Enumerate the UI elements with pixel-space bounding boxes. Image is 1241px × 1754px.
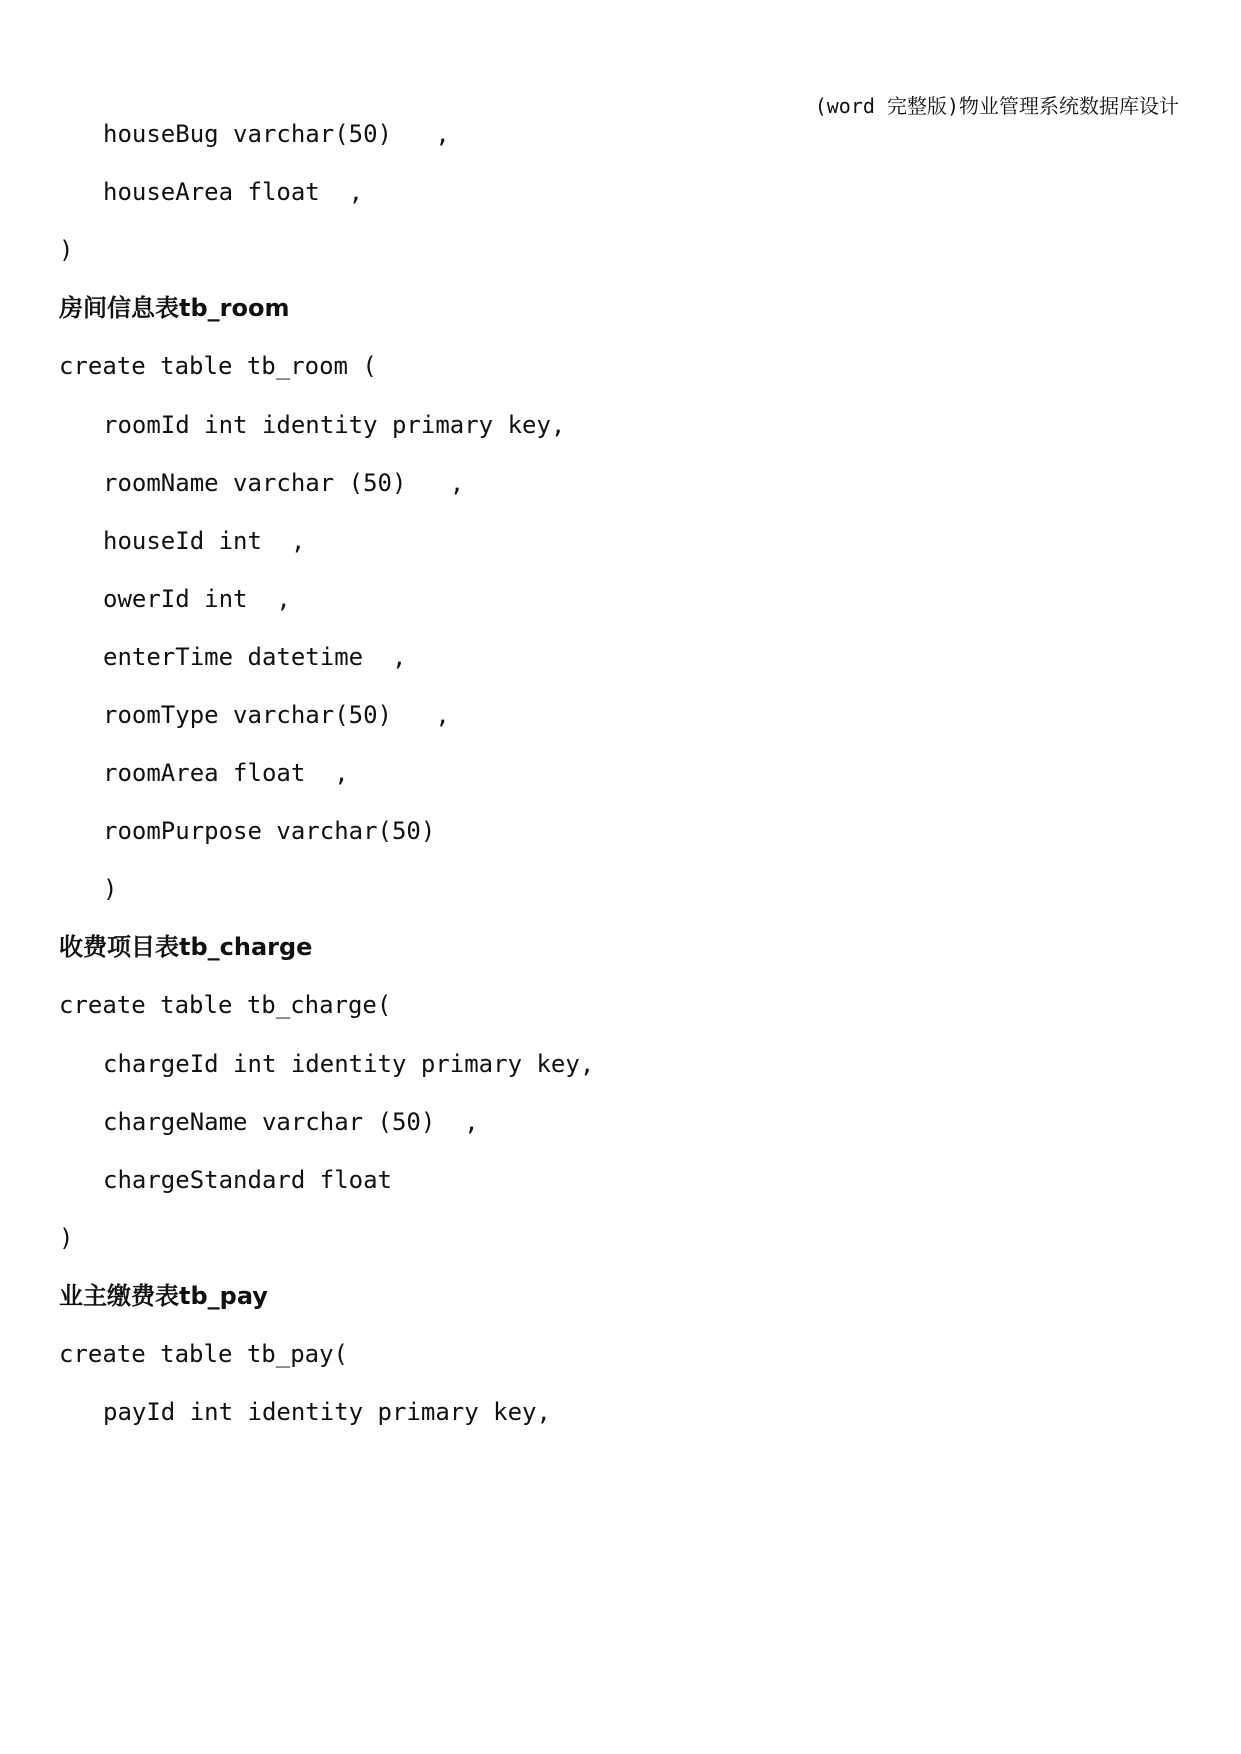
section-heading-room: 房间信息表tb_room (59, 294, 290, 322)
code-line: payId int identity primary key, (103, 1398, 551, 1426)
code-line: houseBug varchar(50) , (103, 120, 450, 148)
code-line: houseId int , (103, 527, 306, 555)
page-header-title: (word 完整版)物业管理系统数据库设计 (814, 94, 1179, 118)
code-line: chargeId int identity primary key, (103, 1050, 595, 1078)
code-line: chargeStandard float (103, 1166, 392, 1194)
code-line: roomArea float , (103, 759, 349, 787)
section-heading-charge: 收费项目表tb_charge (59, 933, 313, 961)
code-line: chargeName varchar (50) , (103, 1108, 479, 1136)
code-line: houseArea float , (103, 178, 364, 206)
code-line: ) (59, 236, 74, 264)
code-line: roomType varchar(50) , (103, 701, 450, 729)
code-line: owerId int , (103, 585, 291, 613)
code-line: roomPurpose varchar(50) (103, 817, 436, 845)
code-line: create table tb_pay( (59, 1340, 348, 1368)
code-line: roomName varchar (50) , (103, 469, 465, 497)
code-line: create table tb_charge( (59, 991, 392, 1019)
section-heading-pay: 业主缴费表tb_pay (59, 1282, 268, 1310)
code-line: roomId int identity primary key, (103, 411, 566, 439)
code-line: create table tb_room ( (59, 352, 377, 380)
code-line: ) (103, 875, 118, 903)
code-line: ) (59, 1224, 74, 1252)
code-line: enterTime datetime , (103, 643, 407, 671)
